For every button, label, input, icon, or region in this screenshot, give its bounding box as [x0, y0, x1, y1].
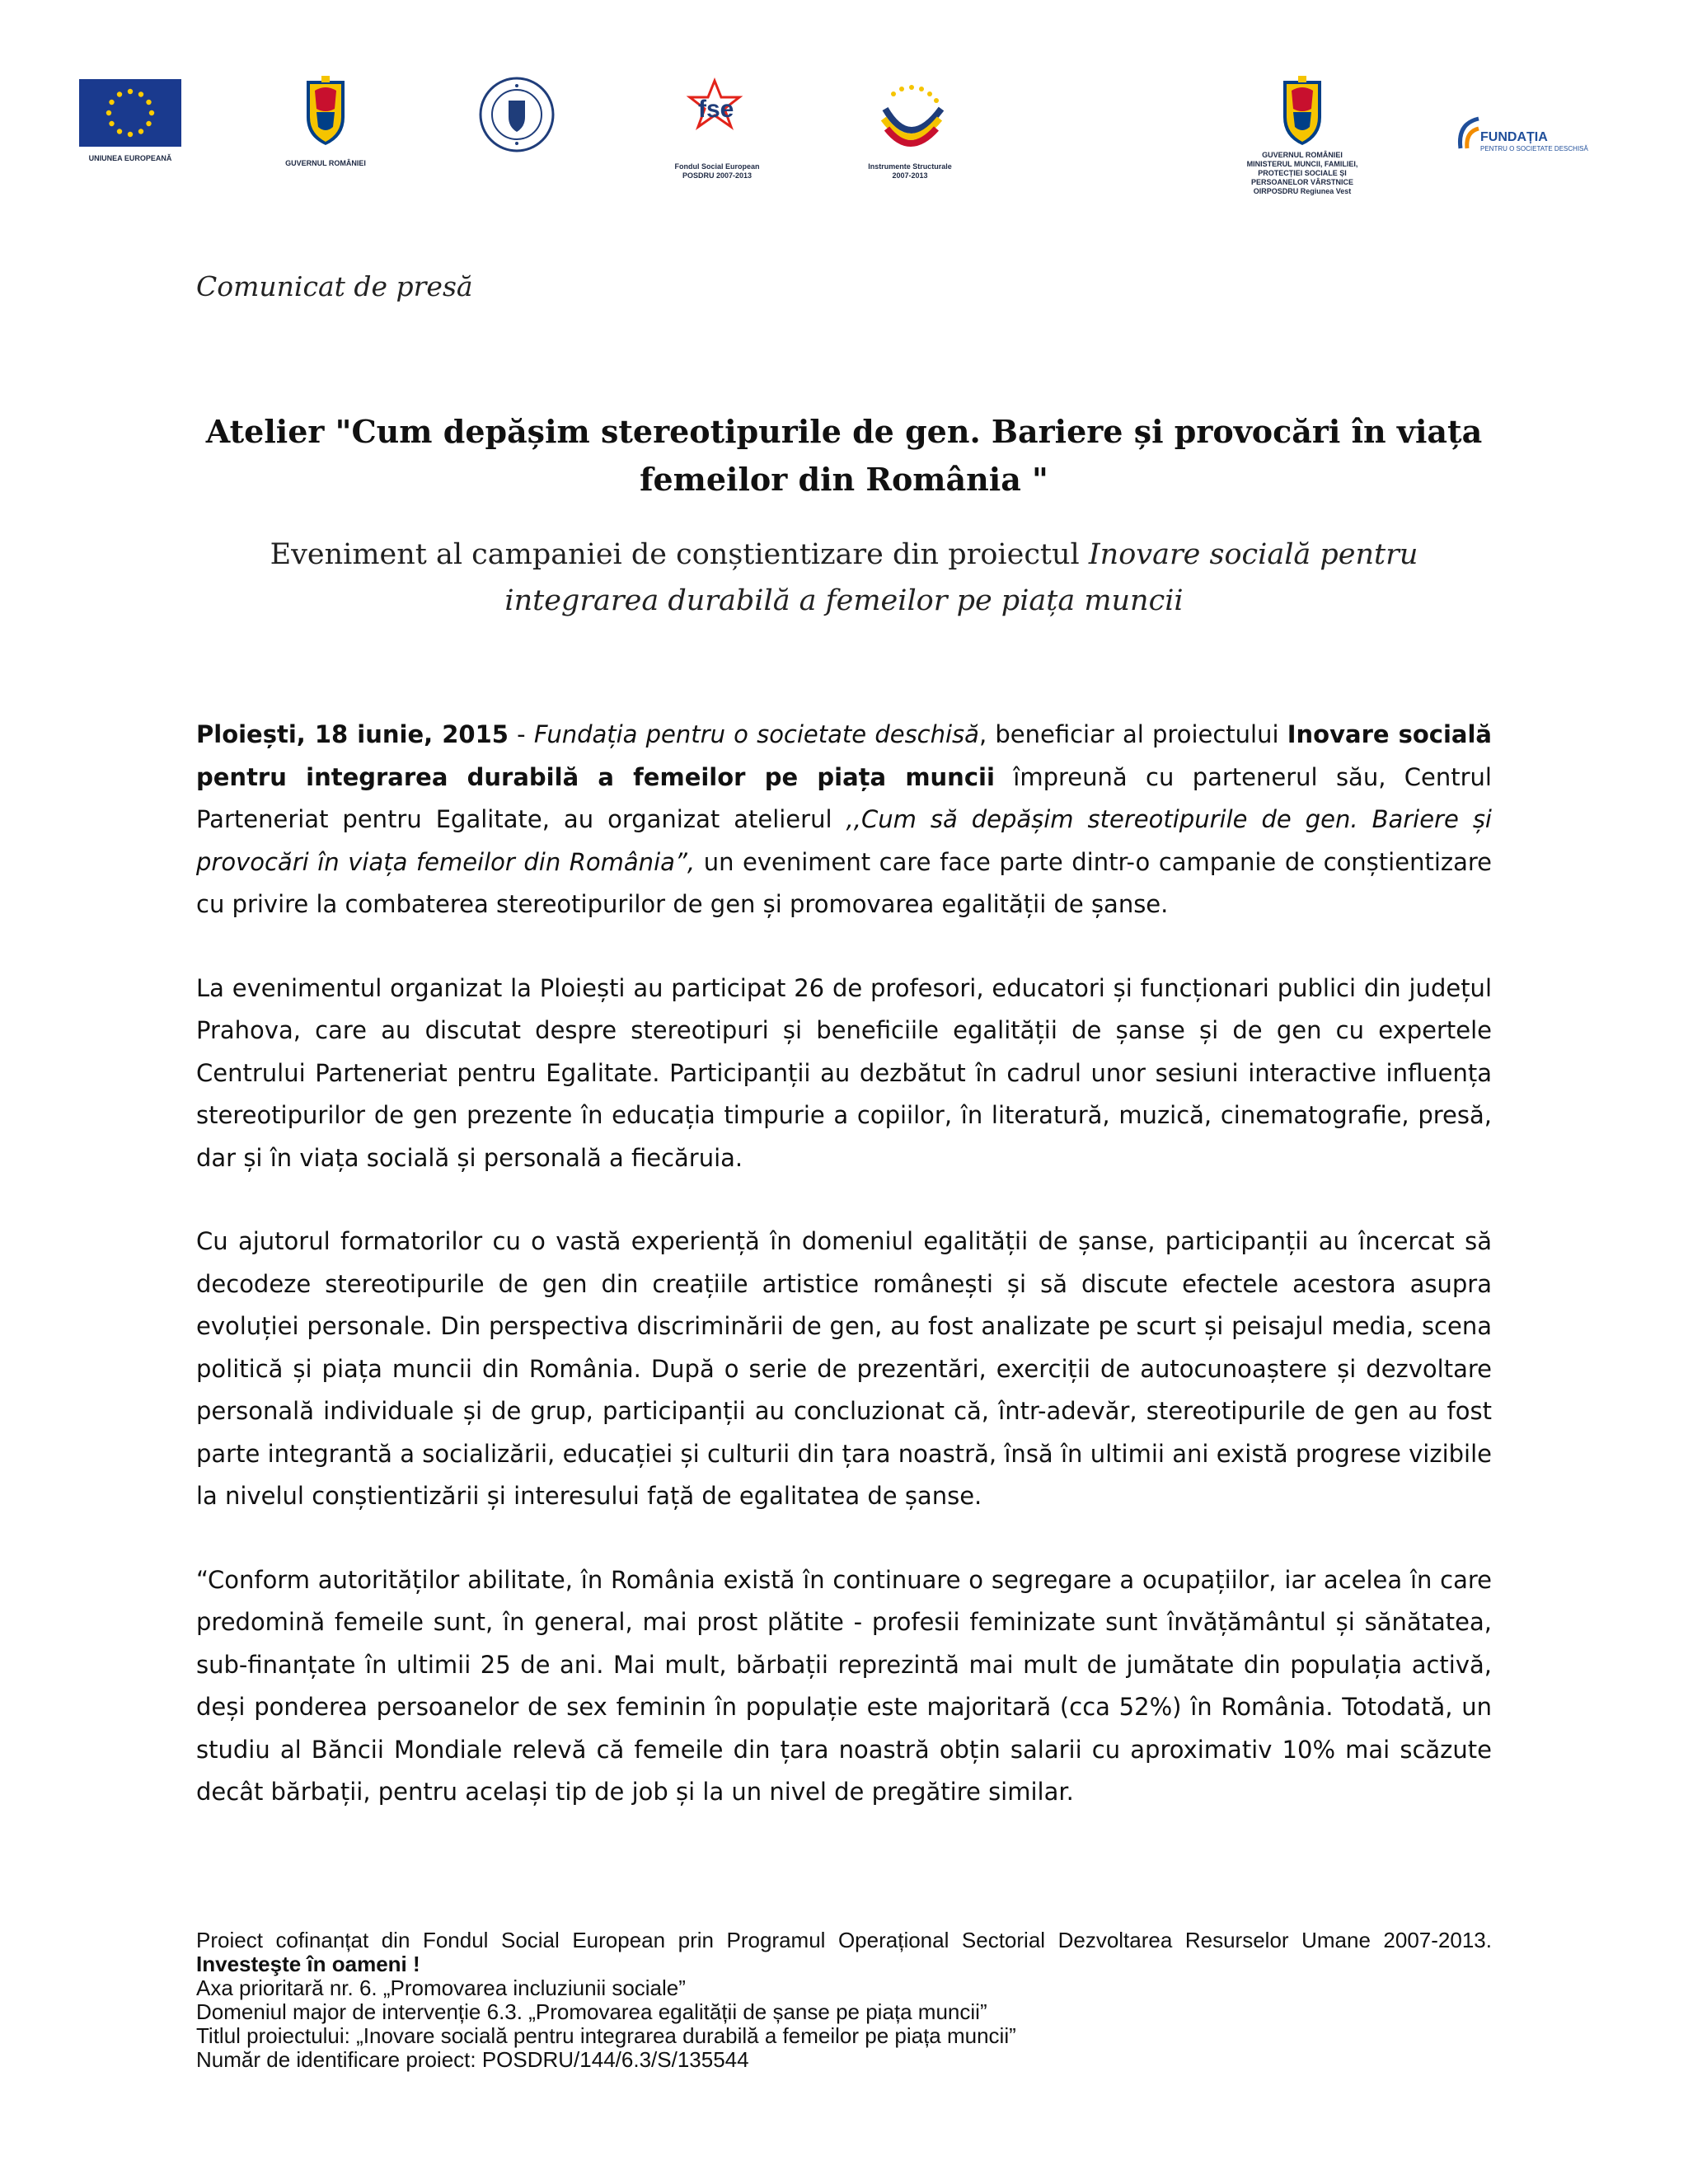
seal-logo: [478, 76, 556, 157]
fse-logo: [659, 76, 775, 180]
paragraph-1: [196, 714, 1492, 926]
gov-caption: GUVERNUL ROMÂNIEI: [285, 159, 366, 167]
footer-line-2: Axa prioritară nr. 6. „Promovarea incluziunii sociale”: [196, 1975, 686, 2000]
footer-line-3: Domeniul major de intervenție 6.3. „Promovarea egalității de șanse pe piața muncii”: [196, 1999, 987, 2024]
subtitle-project-name: Inovare socială pentru integrarea durabilă a femeilor pe piața muncii: [504, 538, 1418, 617]
footer-line-4: Titlul proiectului: „Inovare socială pentru integrarea durabilă a femeilor pe piața muncii”: [196, 2023, 1016, 2048]
eu-star: [138, 91, 143, 96]
paragraph-2: La evenimentul organizat la Ploiești au participat 26 de profesori, educatori și funcționari publici din județul Prahova, care au discutat despre stereotipuri și beneficiile egalității de șanse și de gen cu expertele Centrului Parteneriat pentru Egalitate. Participanții au dezbătut în cadrul unor sesiuni interactive influența stereotipurilor de gen prezente în educația timpurie a copiilor, în literatură, muzică, cinematografie, presă, dar și în viața socială și personală a fiecăruia.: [196, 973, 1492, 1172]
logo-strip: [0, 0, 1688, 223]
page-title: [196, 408, 1492, 504]
ministry-line: PERSOANELOR VÂRSTNICE: [1250, 178, 1353, 186]
eu-star: [117, 129, 122, 134]
coat-of-arms-icon: [298, 76, 353, 147]
eu-caption: UNIUNEA EUROPEANĂ: [88, 154, 172, 162]
footer-line-5: Număr de identificare proiect: POSDRU/144/6.3/S/135544: [196, 2047, 749, 2072]
document-label: Comunicat de presă: [196, 270, 473, 302]
subtitle-prefix: Eveniment al campaniei de conștientizare din proiectul: [270, 538, 1089, 571]
eu-star: [109, 121, 114, 126]
fundatia-mark-icon: [1454, 115, 1484, 153]
fundatia-name: FUNDAȚIA: [1480, 130, 1548, 144]
footer-text: Proiect cofinanțat din Fondul Social European prin Programul Operațional Sectorial Dezvoltarea Resurselor Umane 2007-2013.: [196, 1928, 1492, 1952]
eu-star: [128, 89, 133, 94]
ministry-line: GUVERNUL ROMÂNIEI: [1262, 151, 1343, 159]
eu-star: [146, 121, 151, 126]
eu-flag-icon: [79, 79, 181, 147]
funding-footer: [196, 1929, 1492, 2072]
title-line-1: Atelier "Cum depășim stereotipurile de gen. Bariere și provocări în viața: [205, 413, 1483, 450]
title-line-2: femeilor din România ": [640, 461, 1048, 498]
paragraph-text: împreună cu partenerul său, Centrul Parteneriat pentru Egalitate, au organizat atelierul: [196, 762, 1492, 833]
coat-of-arms-icon: [1275, 76, 1329, 147]
workshop-name: ,,Cum să depășim stereotipurile de gen. Bariere și provocări în viața femeilor din România”,: [196, 805, 1492, 876]
footer-line-1: [196, 1929, 1492, 1976]
ministry-line: PROTECȚIEI SOCIALE ȘI: [1258, 169, 1347, 177]
eu-star: [149, 110, 154, 115]
eu-star: [109, 100, 114, 105]
eu-logo: [79, 79, 181, 163]
is-caption-2: 2007-2013: [892, 171, 928, 180]
fse-caption-1: Fondul Social European: [674, 162, 760, 171]
is-logo: [852, 76, 968, 180]
article-body: [196, 714, 1492, 1855]
structural-instruments-icon: [869, 76, 951, 158]
paragraph-text: un eveniment care face parte dintr-o campanie de conștientizare cu privire la combaterea stereotipurilor de gen și promovarea egalității de șanse.: [196, 847, 1492, 918]
eu-star: [106, 110, 111, 115]
separator: -: [508, 720, 534, 748]
subtitle: [196, 532, 1492, 624]
place-date: Ploiești, 18 iunie, 2015: [196, 720, 509, 748]
ministry-line: MINISTERUL MUNCII, FAMILIEI,: [1246, 160, 1358, 168]
paragraph-3: Cu ajutorul formatorilor cu o vastă experiență în domeniul egalității de șanse, participanții au încercat să decodeze stereotipurile de gen din creațiile artistice românești și să discute efectele acestora asupra evoluției personale. Din perspectiva discriminării de gen, au fost analizate pe scurt și peisajul media, scena politică și piața muncii din România. După o serie de prezentări, exerciții de autocunoaștere și dezvoltare personală individuale și de grup, participanții au concluzionat că, într-adevăr, stereotipurile de gen au fost parte integrantă a socializării, educației și culturii din țara noastră, însă în ultimii ani există progrese vizibile la nivelul conștientizării și interesului față de egalitatea de șanse.: [196, 1227, 1492, 1510]
organization-name: Fundația pentru o societate deschisă: [533, 720, 979, 748]
svg-text:fse: fse: [698, 96, 734, 123]
seal-icon: [478, 76, 556, 153]
eu-star: [117, 91, 122, 96]
fse-mark-icon: [680, 76, 754, 158]
eu-star: [138, 129, 143, 134]
fundatia-tagline: PENTRU O SOCIETATE DESCHISĂ: [1480, 145, 1588, 152]
ministry-logo: [1228, 76, 1376, 196]
paragraph-4: “Conform autorităților abilitate, în România există în continuare o segregare a ocupațiilor, iar acelea în care predomină femeile sunt, în general, mai prost plătite - profesii feminizate sunt învățământul și sănătatea, sub-finanțate în ultimii 25 de ani. Mai mult, bărbații reprezintă mai mult de jumătate din populația activă, deși ponderea persoanelor de sex feminin în populație este majoritară (cca 52%) în România. Totodată, un studiu al Băncii Mondiale relevă că femeile din țara noastră obțin salarii cu aproximativ 10% mai scăzute decât bărbații, pentru același tip de job și la un nivel de pregătire similar.: [196, 1565, 1492, 1806]
paragraph-text: , beneficiar al proiectului: [978, 720, 1287, 748]
ministry-line: OIRPOSDRU Regiunea Vest: [1253, 187, 1352, 195]
footer-slogan: Investeşte în oameni !: [196, 1952, 420, 1976]
eu-star: [146, 100, 151, 105]
project-name: Inovare socială pentru integrarea durabilă a femeilor pe piața muncii: [196, 720, 1493, 791]
fse-caption-2: POSDRU 2007-2013: [682, 171, 753, 180]
gov-logo: [272, 76, 379, 168]
is-caption-1: Instrumente Structurale: [868, 162, 952, 171]
eu-star: [128, 132, 133, 137]
